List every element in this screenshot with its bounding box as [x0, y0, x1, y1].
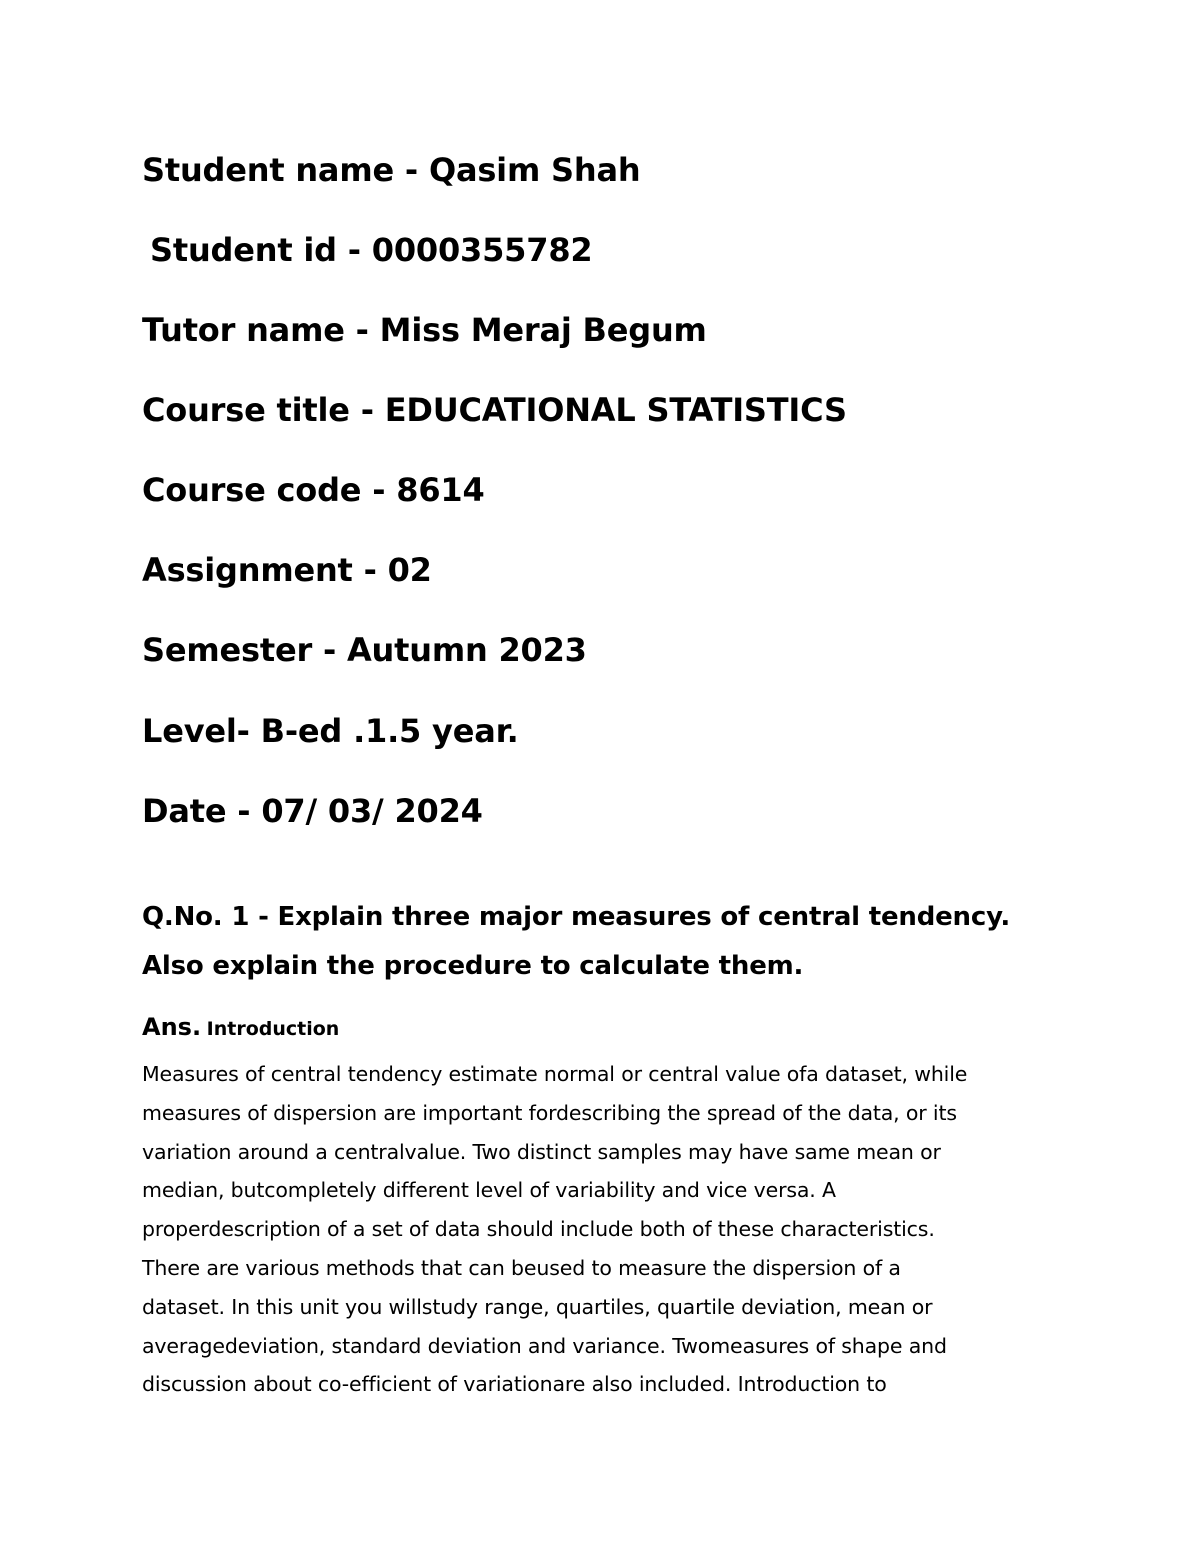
question-line: Q.No. 1 - Explain three major measures of central tendency. [142, 902, 1011, 932]
level: Level- B-ed .1.5 year. [142, 712, 519, 750]
paragraph-line: properdescription of a set of data should include both of these characteristics. [142, 1217, 935, 1242]
question-heading [142, 893, 1072, 991]
semester: Semester - Autumn 2023 [142, 631, 587, 669]
student-name: Student name - Qasim Shah [142, 151, 641, 189]
section-heading: Introduction [206, 1018, 340, 1040]
question-line: Also explain the procedure to calculate them. [142, 951, 804, 981]
paragraph-line: median, butcompletely different level of variability and vice versa. A [142, 1178, 836, 1203]
paragraph-line: averagedeviation, standard deviation and variance. Twomeasures of shape and [142, 1333, 947, 1358]
paragraph-line: discussion about co-efficient of variationare also included. Introduction to [142, 1372, 887, 1397]
assignment-number: Assignment - 02 [142, 551, 432, 589]
student-id: Student id - 0000355782 [150, 231, 593, 269]
paragraph-line: Measures of central tendency estimate normal or central value ofa dataset, while [142, 1062, 968, 1086]
paragraph-line: dataset. In this unit you willstudy range, quartiles, quartile deviation, mean or [142, 1294, 933, 1319]
answer-paragraph [142, 1055, 1072, 1404]
answer-label: Ans. [142, 1013, 202, 1041]
paragraph-line: variation around a centralvalue. Two distinct samples may have same mean or [142, 1139, 941, 1164]
course-code: Course code - 8614 [142, 471, 485, 509]
paragraph-line: measures of dispersion are important fordescribing the spread of the data, or its [142, 1100, 957, 1125]
answer-heading [142, 1013, 339, 1041]
course-title: Course title - EDUCATIONAL STATISTICS [142, 391, 847, 429]
tutor-name: Tutor name - Miss Meraj Begum [142, 311, 707, 349]
date: Date - 07/ 03/ 2024 [142, 792, 483, 830]
paragraph-line: There are various methods that can beused to measure the dispersion of a [142, 1255, 901, 1280]
